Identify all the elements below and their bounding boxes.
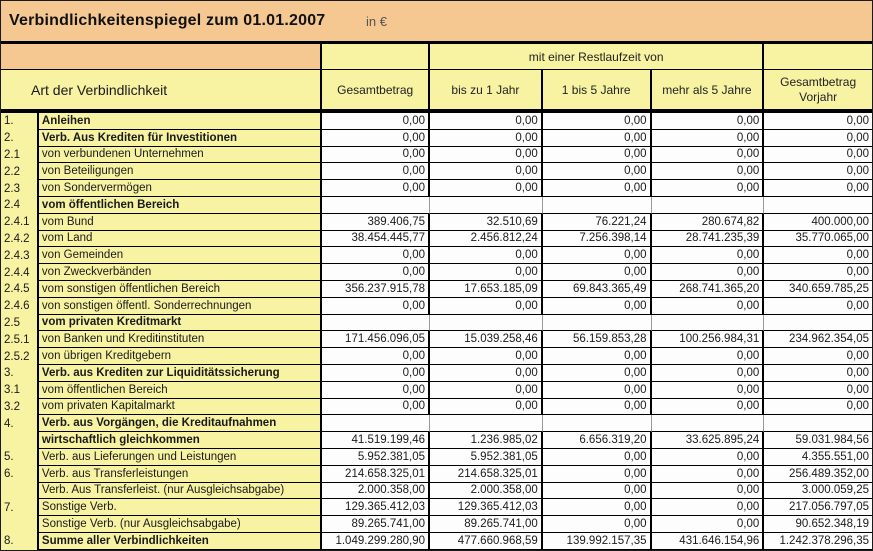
header-row-group	[1, 44, 872, 70]
value-cell: 0,00	[652, 365, 765, 382]
value-cell: 0,00	[652, 399, 765, 416]
table-row	[1, 365, 872, 382]
table-row	[1, 415, 872, 432]
value-cell: 0,00	[543, 298, 652, 315]
value-cell: 0,00	[764, 130, 872, 147]
row-number	[1, 483, 39, 500]
value-cell: 431.646.154,96	[652, 533, 765, 550]
table-row	[1, 214, 872, 231]
row-number: 2.	[1, 130, 39, 147]
value-cell: 139.992.157,35	[543, 533, 652, 550]
value-cell: 129.365.412,03	[322, 499, 430, 516]
title-band	[1, 1, 872, 41]
value-cell: 32.510,69	[430, 214, 543, 231]
row-number: 3.1	[1, 382, 39, 399]
value-cell: 0,00	[543, 516, 652, 533]
header-gesamtbetrag: Gesamtbetrag	[322, 70, 430, 110]
row-label: von sonstigen öffentl. Sonderrechnungen	[39, 298, 322, 315]
row-number: 3.2	[1, 399, 39, 416]
value-cell: 0,00	[764, 180, 872, 197]
value-cell: 0,00	[543, 180, 652, 197]
row-number: 2.1	[1, 147, 39, 164]
row-label: Sonstige Verb. (nur Ausgleichsabgabe)	[39, 516, 322, 533]
row-number	[1, 516, 39, 533]
table-row	[1, 180, 872, 197]
value-cell: 1.242.378.296,35	[764, 533, 872, 550]
value-cell: 0,00	[543, 264, 652, 281]
value-cell: 0,00	[543, 163, 652, 180]
row-label: von übrigen Kreditgebern	[39, 348, 322, 365]
value-cell: 0,00	[322, 147, 430, 164]
value-cell: 59.031.984,56	[764, 432, 872, 449]
header-restlaufzeit: mit einer Restlaufzeit von	[430, 44, 764, 70]
table-body	[1, 113, 872, 550]
value-cell: 234.962.354,05	[764, 331, 872, 348]
value-cell: 0,00	[543, 449, 652, 466]
value-cell: 0,00	[322, 365, 430, 382]
table-row	[1, 113, 872, 130]
value-cell: 89.265.741,00	[430, 516, 543, 533]
row-label: vom privaten Kapitalmarkt	[39, 399, 322, 416]
value-cell: 5.952.381,05	[322, 449, 430, 466]
value-cell: 217.056.797,05	[764, 499, 872, 516]
table-row	[1, 197, 872, 214]
value-cell: 0,00	[652, 466, 765, 483]
value-cell: 0,00	[322, 382, 430, 399]
header-art-der-verbindlichkeit: Art der Verbindlichkeit	[1, 70, 322, 110]
row-label: vom sonstigen öffentlichen Bereich	[39, 281, 322, 298]
value-cell: 0,00	[652, 163, 765, 180]
value-cell: 0,00	[764, 348, 872, 365]
header-column-row	[1, 70, 872, 110]
header-spacer-art	[1, 44, 322, 70]
table-row	[1, 130, 872, 147]
value-cell: 0,00	[430, 130, 543, 147]
value-cell: 17.653.185,09	[430, 281, 543, 298]
header-spacer-vorjahr	[764, 44, 872, 70]
value-cell: 0,00	[652, 147, 765, 164]
value-cell: 0,00	[652, 382, 765, 399]
value-cell: 100.256.984,31	[652, 331, 765, 348]
value-cell: 35.770.065,00	[764, 231, 872, 248]
row-label: von Banken und Kreditinstituten	[39, 331, 322, 348]
table-row	[1, 163, 872, 180]
row-label: Anleihen	[39, 113, 322, 130]
value-cell: 129.365.412,03	[430, 499, 543, 516]
value-cell	[764, 197, 872, 214]
value-cell	[652, 197, 765, 214]
value-cell: 0,00	[543, 499, 652, 516]
value-cell: 0,00	[543, 247, 652, 264]
row-number: 1.	[1, 113, 39, 130]
value-cell: 56.159.853,28	[543, 331, 652, 348]
table-row	[1, 147, 872, 164]
value-cell: 2.456.812,24	[430, 231, 543, 248]
row-number: 2.5.1	[1, 331, 39, 348]
value-cell: 0,00	[652, 483, 765, 500]
row-label: Verb. aus Vorgängen, die Kreditaufnahmen	[39, 415, 322, 432]
row-number: 2.5	[1, 315, 39, 332]
value-cell	[543, 415, 652, 432]
value-cell: 0,00	[652, 348, 765, 365]
value-cell: 3.000.059,25	[764, 483, 872, 500]
header-gesamtbetrag-vorjahr: Gesamtbetrag Vorjahr	[764, 70, 872, 110]
value-cell: 0,00	[543, 130, 652, 147]
table-row	[1, 382, 872, 399]
value-cell: 0,00	[430, 382, 543, 399]
table-row	[1, 466, 872, 483]
value-cell: 15.039.258,46	[430, 331, 543, 348]
row-number: 2.4.3	[1, 247, 39, 264]
value-cell: 90.652.348,19	[764, 516, 872, 533]
value-cell: 340.659.785,25	[764, 281, 872, 298]
value-cell: 0,00	[430, 247, 543, 264]
row-number: 7.	[1, 499, 39, 516]
value-cell: 0,00	[764, 382, 872, 399]
value-cell: 0,00	[322, 113, 430, 130]
value-cell: 0,00	[652, 516, 765, 533]
row-label: wirtschaftlich gleichkommen	[39, 432, 322, 449]
value-cell: 28.741.235,39	[652, 231, 765, 248]
row-label: von Sondervermögen	[39, 180, 322, 197]
row-number	[1, 432, 39, 449]
value-cell: 0,00	[430, 399, 543, 416]
value-cell: 0,00	[764, 247, 872, 264]
table-row	[1, 281, 872, 298]
value-cell	[430, 415, 543, 432]
value-cell: 0,00	[430, 113, 543, 130]
value-cell: 171.456.096,05	[322, 331, 430, 348]
row-label: von Zweckverbänden	[39, 264, 322, 281]
value-cell	[543, 315, 652, 332]
row-label: vom öffentlichen Bereich	[39, 197, 322, 214]
row-number: 4.	[1, 415, 39, 432]
value-cell: 214.658.325,01	[322, 466, 430, 483]
table-row	[1, 399, 872, 416]
table-row	[1, 315, 872, 332]
value-cell: 38.454.445,77	[322, 231, 430, 248]
value-cell: 0,00	[764, 264, 872, 281]
value-cell: 256.489.352,00	[764, 466, 872, 483]
value-cell	[764, 415, 872, 432]
value-cell	[322, 315, 430, 332]
value-cell: 0,00	[430, 163, 543, 180]
value-cell: 0,00	[430, 365, 543, 382]
row-label: Summe aller Verbindlichkeiten	[39, 533, 322, 550]
value-cell: 477.660.968,59	[430, 533, 543, 550]
value-cell: 0,00	[652, 113, 765, 130]
value-cell: 2.000.358,00	[322, 483, 430, 500]
row-number: 2.5.2	[1, 348, 39, 365]
value-cell: 2.000.358,00	[430, 483, 543, 500]
row-label: Verb. aus Lieferungen und Leistungen	[39, 449, 322, 466]
value-cell: 0,00	[430, 348, 543, 365]
value-cell: 41.519.199,46	[322, 432, 430, 449]
value-cell: 0,00	[430, 298, 543, 315]
row-number: 2.3	[1, 180, 39, 197]
row-number: 2.2	[1, 163, 39, 180]
row-number: 2.4.4	[1, 264, 39, 281]
value-cell: 0,00	[543, 466, 652, 483]
value-cell: 0,00	[652, 180, 765, 197]
value-cell: 0,00	[543, 382, 652, 399]
value-cell: 0,00	[322, 348, 430, 365]
table-row	[1, 348, 872, 365]
value-cell	[322, 415, 430, 432]
row-label: Verb. aus Transferleistungen	[39, 466, 322, 483]
row-number: 2.4.5	[1, 281, 39, 298]
value-cell: 0,00	[430, 147, 543, 164]
table-row	[1, 432, 872, 449]
row-label: von Gemeinden	[39, 247, 322, 264]
table-row	[1, 231, 872, 248]
row-number: 6.	[1, 466, 39, 483]
value-cell: 0,00	[322, 264, 430, 281]
value-cell: 4.355.551,00	[764, 449, 872, 466]
header-1-bis-5-jahre: 1 bis 5 Jahre	[543, 70, 652, 110]
row-number: 8.	[1, 533, 39, 550]
table-row	[1, 298, 872, 315]
value-cell: 0,00	[652, 298, 765, 315]
header-bis-zu-1-jahr: bis zu 1 Jahr	[430, 70, 543, 110]
row-label: Verb. aus Krediten zur Liquiditätssicherung	[39, 365, 322, 382]
value-cell	[764, 315, 872, 332]
value-cell: 268.741.365,20	[652, 281, 765, 298]
value-cell: 0,00	[430, 264, 543, 281]
value-cell: 0,00	[543, 348, 652, 365]
currency-note: in €	[366, 13, 387, 29]
table-row	[1, 247, 872, 264]
value-cell: 400.000,00	[764, 214, 872, 231]
value-cell: 0,00	[543, 483, 652, 500]
value-cell: 0,00	[764, 113, 872, 130]
value-cell: 0,00	[322, 163, 430, 180]
table-row	[1, 533, 872, 550]
value-cell	[430, 315, 543, 332]
value-cell: 89.265.741,00	[322, 516, 430, 533]
value-cell: 0,00	[652, 247, 765, 264]
row-label: von verbundenen Unternehmen	[39, 147, 322, 164]
value-cell: 0,00	[322, 298, 430, 315]
value-cell: 0,00	[652, 130, 765, 147]
value-cell: 0,00	[764, 163, 872, 180]
row-number: 5.	[1, 449, 39, 466]
table-row	[1, 483, 872, 500]
value-cell: 280.674,82	[652, 214, 765, 231]
row-label: vom öffentlichen Bereich	[39, 382, 322, 399]
value-cell: 0,00	[322, 130, 430, 147]
value-cell: 6.656.319,20	[543, 432, 652, 449]
value-cell: 0,00	[543, 365, 652, 382]
value-cell: 356.237.915,78	[322, 281, 430, 298]
value-cell: 33.625.895,24	[652, 432, 765, 449]
row-label: vom Land	[39, 231, 322, 248]
row-number: 3.	[1, 365, 39, 382]
row-label: Verb. Aus Transferleist. (nur Ausgleichsabgabe)	[39, 483, 322, 500]
value-cell: 0,00	[764, 147, 872, 164]
table-row	[1, 331, 872, 348]
value-cell: 0,00	[764, 298, 872, 315]
value-cell: 0,00	[543, 113, 652, 130]
value-cell: 0,00	[543, 399, 652, 416]
value-cell: 0,00	[764, 399, 872, 416]
value-cell: 5.952.381,05	[430, 449, 543, 466]
row-number: 2.4.2	[1, 231, 39, 248]
value-cell: 389.406,75	[322, 214, 430, 231]
value-cell: 0,00	[764, 365, 872, 382]
value-cell: 1.049.299.280,90	[322, 533, 430, 550]
value-cell: 0,00	[322, 247, 430, 264]
row-label: vom privaten Kreditmarkt	[39, 315, 322, 332]
page-title: Verbindlichkeitenspiegel zum 01.01.2007	[9, 12, 326, 29]
table-row	[1, 499, 872, 516]
value-cell: 214.658.325,01	[430, 466, 543, 483]
header-spacer-gesamtbetrag	[322, 44, 430, 70]
row-number: 2.4.1	[1, 214, 39, 231]
value-cell: 0,00	[652, 264, 765, 281]
value-cell: 76.221,24	[543, 214, 652, 231]
row-number: 2.4.6	[1, 298, 39, 315]
table-row	[1, 516, 872, 533]
value-cell: 1.236.985,02	[430, 432, 543, 449]
table-row	[1, 264, 872, 281]
value-cell: 0,00	[652, 499, 765, 516]
row-label: vom Bund	[39, 214, 322, 231]
value-cell	[543, 197, 652, 214]
value-cell	[430, 197, 543, 214]
value-cell: 0,00	[652, 449, 765, 466]
value-cell: 0,00	[430, 180, 543, 197]
header-mehr-als-5-jahre: mehr als 5 Jahre	[652, 70, 765, 110]
value-cell: 7.256.398,14	[543, 231, 652, 248]
row-label: Verb. Aus Krediten für Investitionen	[39, 130, 322, 147]
row-label: Sonstige Verb.	[39, 499, 322, 516]
value-cell: 69.843.365,49	[543, 281, 652, 298]
value-cell: 0,00	[543, 147, 652, 164]
value-cell: 0,00	[322, 180, 430, 197]
row-label: von Beteiligungen	[39, 163, 322, 180]
value-cell	[652, 315, 765, 332]
row-number: 2.4	[1, 197, 39, 214]
value-cell	[652, 415, 765, 432]
value-cell: 0,00	[322, 399, 430, 416]
table-row	[1, 449, 872, 466]
value-cell	[322, 197, 430, 214]
